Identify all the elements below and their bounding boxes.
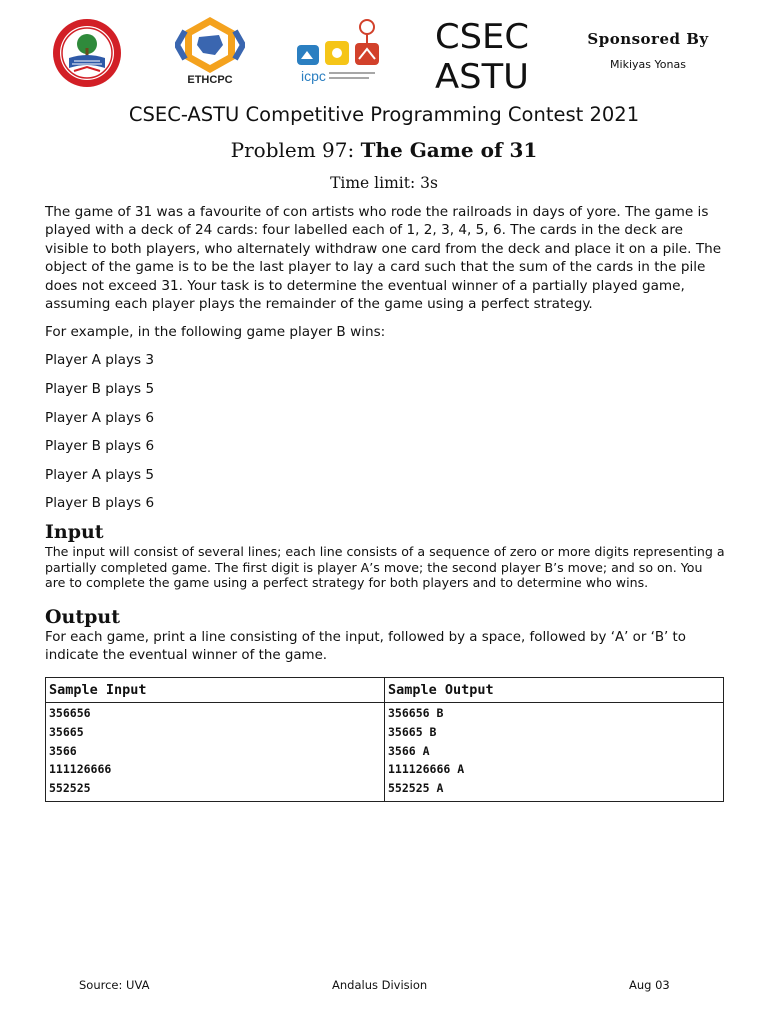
sample-input-line: 35665 <box>49 724 84 739</box>
list-item: Player B plays 5 <box>45 381 155 398</box>
sample-output-line: 35665 B <box>388 724 437 739</box>
sponsor-title: Sponsored By <box>587 30 709 48</box>
ethcpc-logo-text: ETHCPC <box>187 74 233 86</box>
list-item: Player A plays 5 <box>45 466 155 483</box>
sample-input-line: 3566 <box>49 743 77 758</box>
time-limit-value: 3s <box>420 174 438 192</box>
problem-statement: The game of 31 was a favourite of con artists who rode the railroads in days of yore. The game is played with a deck of 24 cards: four labelled each of 1, 2, 3, 4, 5, 6. The cards in the deck are visible to both players, who alternately withdraw one card from the deck and place it on a pile. The object of the game is to be the last player to lay a card such that the sum of the cards in the pile does not exceed 31. Your task is to determine the eventual winner of a partially played game, assuming each player plays the remainder of the game using a perfect strategy. <box>45 204 722 313</box>
csec-logo-line2: ASTU <box>435 57 529 92</box>
sample-output-line: 3566 A <box>388 743 430 758</box>
sample-input-line: 356656 <box>49 706 91 721</box>
sample-input-header: Sample Input <box>46 678 385 703</box>
samples-table <box>45 677 724 802</box>
footer-division: Andalus Division <box>332 978 428 992</box>
list-item: Player B plays 6 <box>45 438 155 455</box>
sample-input-line: 552525 <box>49 780 91 795</box>
list-item: Player A plays 6 <box>45 409 155 426</box>
sample-output-header: Sample Output <box>385 678 724 703</box>
csec-astu-logo <box>432 14 532 92</box>
input-description: The input will consist of several lines; each line consists of a sequence of zero or more digits representing a partially completed game. The first digit is player A’s move; the second player B’s move; and so on. You are to complete the game using a perfect strategy for both players and to determine who wins. <box>45 544 725 590</box>
list-item: Player A plays 3 <box>45 352 155 369</box>
sample-output-line: 552525 A <box>388 780 444 795</box>
sample-output-line: 111126666 A <box>388 762 465 777</box>
contest-title: CSEC-ASTU Competitive Programming Contest 2021 <box>128 103 640 126</box>
output-heading: Output <box>45 605 121 628</box>
list-item: Player B plays 6 <box>45 495 155 512</box>
table-row <box>46 703 724 802</box>
ethcpc-logo <box>175 15 245 90</box>
time-limit <box>0 174 768 192</box>
input-heading: Input <box>45 521 104 543</box>
sample-output-line: 356656 B <box>388 706 444 721</box>
time-limit-label: Time limit: <box>330 174 421 192</box>
problem-title <box>0 138 768 162</box>
problem-content <box>45 203 725 802</box>
problem-prefix: Problem 97: <box>230 138 361 162</box>
table-header-row <box>46 678 724 703</box>
footer-date: Aug 03 <box>629 978 670 992</box>
footer-source: Source: UVA <box>79 978 150 992</box>
sample-input-cell <box>46 703 385 802</box>
output-description: For each game, print a line consisting of the input, followed by a space, followed by ‘A’ or ‘B’ to indicate the eventual winner of the game. <box>45 629 686 663</box>
example-plays-list <box>45 351 725 512</box>
icpc-logo-text: icpc <box>301 68 326 84</box>
sponsor-name: Mikiyas Yonas <box>610 58 686 71</box>
csec-logo-line1: CSEC <box>435 17 529 57</box>
icpc-logo <box>295 15 385 87</box>
page-header <box>0 0 768 100</box>
example-intro: For example, in the following game player B wins: <box>45 324 386 341</box>
problem-name: The Game of 31 <box>360 138 538 162</box>
sample-input-line: 111126666 <box>49 762 112 777</box>
astu-seal-logo <box>52 18 122 88</box>
sample-output-cell <box>385 703 724 802</box>
